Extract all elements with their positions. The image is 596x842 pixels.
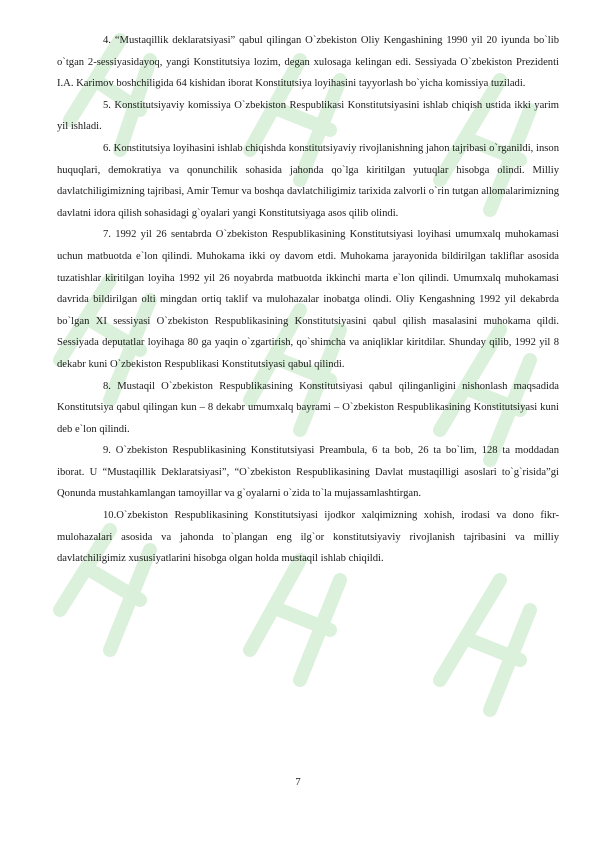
paragraph-5: 5. Konstitutsiyaviy komissiya O`zbekiston Respublikasi Konstitutsiyasini ishlab chiqish ustida ikki yarim yil ishladi. xyxy=(57,99,559,133)
paragraph-4: 4. “Mustaqillik deklaratsiyasi” qabul qilingan O`zbekiston Oliy Kengashining 1990 yil 20 iyunda bo`lib o`tgan 2-sessiyasidayoq, yangi Konstitutsiya lozim, degan xulosaga kelingan edi. Sessiyada O`zbekiston Prezidenti I.A. Karimov boshchiligida 64 kishidan iborat Konstitutsiya loyihasini tayyorlash bo`yicha komissiya tuziladi. xyxy=(57,35,559,90)
paragraph-6: 6. Konstitutsiya loyihasini ishlab chiqishda konstitutsiyaviy rivojlanishning jahon tajribasi o`rganildi, inson huquqlari, demokratiya va qonunchilik sohasida jahonda qo`lga kiritilgan yutuqlar hisobga olindi. Milliy davlatchiligimizning tajribasi, Amir Temur va boshqa davlatchiligimiz tarixida zalvorli o`rin tutgan allomalarimizning davlatni idora qilish sohasidagi g`oyalari yangi Konstitutsiyaga asos qilib olindi. xyxy=(57,142,559,219)
paragraph-10: 10.O`zbekiston Respublikasining Konstitutsiyasi ijodkor xalqimizning xohish, irodasi va dono fikr-mulohazalari asosida va jahonda to`plangan eng ilg`or konstitutsiyaviy rivojlanish tajribasini va milliy davlatchiligimiz xususiyatlarini hisobga olgan holda mustaqil ishlab chiqildi. xyxy=(57,510,559,565)
paragraph-7: 7. 1992 yil 26 sentabrda O`zbekiston Respublikasining Konstitutsiyasi loyihasi umumxalq muhokamasi uchun matbuotda e`lon qilindi. Muhokama ikki oy davom etdi. Muhokama jarayonida bildirilgan takliflar asosida tuzatishlar kiritilgan loyiha 1992 yil 26 noyabrda matbuotda ikkinchi marta e`lon qilindi. Umumxalq muhokamasi davrida bildirilgan olti mingdan ortiq taklif va mulohazalar inobatga olindi. Oliy Kengashning 1992 yil dekabrda bo`lgan XI sessiyasi O`zbekiston Respublikasining Konstitutsiyasini qabul qilish masalasini muhokama qildi. Sessiyada deputatlar loyihaga 80 ga yaqin o`zgartirish, qo`shimcha va aniqliklar kiritdilar. Shunday qilib, 1992 yil 8 dekabr kuni O`zbekiston Respublikasi Konstitutsiyasi qabul qilindi. xyxy=(57,229,559,370)
paragraph-9: 9. O`zbekiston Respublikasining Konstitutsiyasi Preambula, 6 ta bob, 26 ta bo`lim, 128 ta moddadan iborat. U “Mustaqillik Deklaratsiyasi”, “O`zbekiston Respublikasining Davlat mustaqilligi asoslari to`g`risida”gi Qonunda mustahkamlangan tamoyillar va g`oyalarni o`zida to`la mujassamlashtirgan. xyxy=(57,445,559,500)
watermark-stroke xyxy=(250,560,340,680)
paragraph-8: 8. Mustaqil O`zbekiston Respublikasining Konstitutsiyasi qabul qilinganligini nishonlash maqsadida Konstitutsiya qabul qilingan kun – 8 dekabr umumxalq bayrami – O`zbekiston Respublikasining Konstitutsiyasi kuni deb e`lon qilindi. xyxy=(57,380,559,435)
page-number: 7 xyxy=(295,777,301,788)
watermark-stroke xyxy=(440,580,530,710)
document-body xyxy=(57,30,559,570)
